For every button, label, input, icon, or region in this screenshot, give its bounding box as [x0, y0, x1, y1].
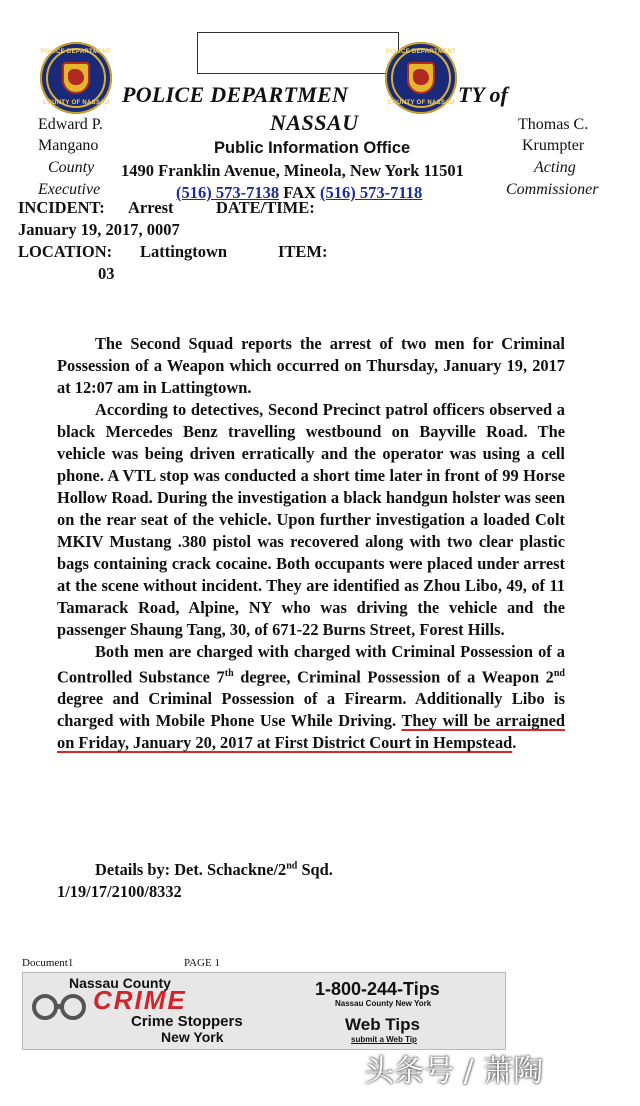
executive-name-1: Edward P.: [38, 116, 103, 133]
tips-sub: Nassau County New York: [335, 999, 432, 1008]
paragraph-3: Both men are charged with charged with Criminal Possession of a Controlled Substance 7th degree, Criminal Possession of a Weapon 2nd degree and Criminal Possession of a Firearm. Additionally Libo is charged with Mobile Phone Use While Driving. They will be arraigned on Friday, January 20, 2017 at First District Court in Hempstead.: [57, 642, 565, 753]
banner-county: Nassau County: [69, 975, 171, 991]
item-value: 03: [98, 264, 115, 283]
fax-label: FAX: [283, 183, 316, 202]
banner-stoppers: Crime Stoppers: [131, 1013, 243, 1030]
crime-logo: CRIME: [93, 985, 187, 1015]
police-seal-left: POLICE DEPARTMENT COUNTY OF NASSAU: [40, 42, 112, 114]
header-box-outline: [197, 32, 399, 74]
page-title-b: TY of: [458, 82, 508, 107]
office-address: 1490 Franklin Avenue, Mineola, New York 11501: [121, 161, 464, 180]
report-body: [57, 333, 565, 754]
page-number: PAGE 1: [184, 957, 220, 969]
document-name: Document1: [22, 957, 74, 969]
phone-link[interactable]: (516) 573-7138: [176, 183, 280, 202]
watermark: 头条号 / 萧陶: [364, 1054, 544, 1089]
executive-name-2: Mangano: [38, 137, 99, 154]
page-title-a: POLICE DEPARTMEN: [122, 82, 349, 107]
page-title-line2: NASSAU: [270, 110, 359, 135]
executive-title-2: Executive: [38, 181, 101, 198]
location-label: LOCATION:: [18, 242, 113, 261]
paragraph-1: The Second Squad reports the arrest of two men for Criminal Possession of a Weapon which occurred on Thursday, January 19, 2017 at 12:07 am in Lattingtown.: [57, 334, 565, 397]
commissioner-name-2: Krumpter: [522, 137, 585, 154]
commissioner-title-1: Acting: [534, 159, 576, 176]
commissioner-name-1: Thomas C.: [518, 116, 589, 133]
fax-link[interactable]: (516) 573-7118: [320, 183, 423, 202]
police-seal-right: POLICE DEPARTMENT COUNTY OF NASSAU: [385, 42, 457, 114]
arraignment-highlight: They will be arraigned on Friday, January 20, 2017 at First District Court in Hempstead: [57, 711, 565, 753]
report-code: 1/19/17/2100/8332: [57, 882, 182, 901]
web-tips[interactable]: Web Tips: [345, 1015, 420, 1034]
details-by: Details by: Det. Schackne/2nd Sqd.: [95, 860, 333, 879]
submit-web-tip[interactable]: submit a Web Tip: [351, 1035, 417, 1044]
handcuffs-icon: [29, 983, 89, 1023]
incident-value: Arrest: [128, 198, 174, 217]
datetime-value: January 19, 2017, 0007: [18, 220, 180, 239]
crime-stoppers-banner: [22, 972, 506, 1050]
item-label: ITEM:: [278, 242, 328, 261]
office-name: Public Information Office: [214, 139, 411, 157]
location-value: Lattingtown: [140, 242, 228, 261]
paragraph-2: According to detectives, Second Precinct patrol officers observed a black Mercedes Benz travelling westbound on Bayville Road. The vehicle was being driven erratically and the operator was using a cell phone. A VTL stop was conducted a short time later in front of 99 Horse Hollow Road. During the investigation a black handgun holster was seen on the rear seat of the vehicle. Upon further investigation a loaded Colt MKIV Mustang .380 pistol was recovered along with two clear plastic bags containing crack cocaine. Both occupants were placed under arrest at the scene without incident. They are identified as Zhou Libo, 49, of 11 Tamarack Road, Alpine, NY who was driving the vehicle and the passenger Shaung Tang, 30, of 671-22 Burns Street, Forest Hills.: [57, 400, 565, 639]
datetime-label: DATE/TIME:: [216, 198, 315, 217]
banner-state: New York: [161, 1029, 224, 1045]
incident-label: INCIDENT:: [18, 198, 105, 217]
commissioner-title-2: Commissioner: [506, 181, 599, 198]
executive-title-1: County: [48, 159, 95, 176]
tips-phone[interactable]: 1-800-244-Tips: [315, 979, 440, 999]
